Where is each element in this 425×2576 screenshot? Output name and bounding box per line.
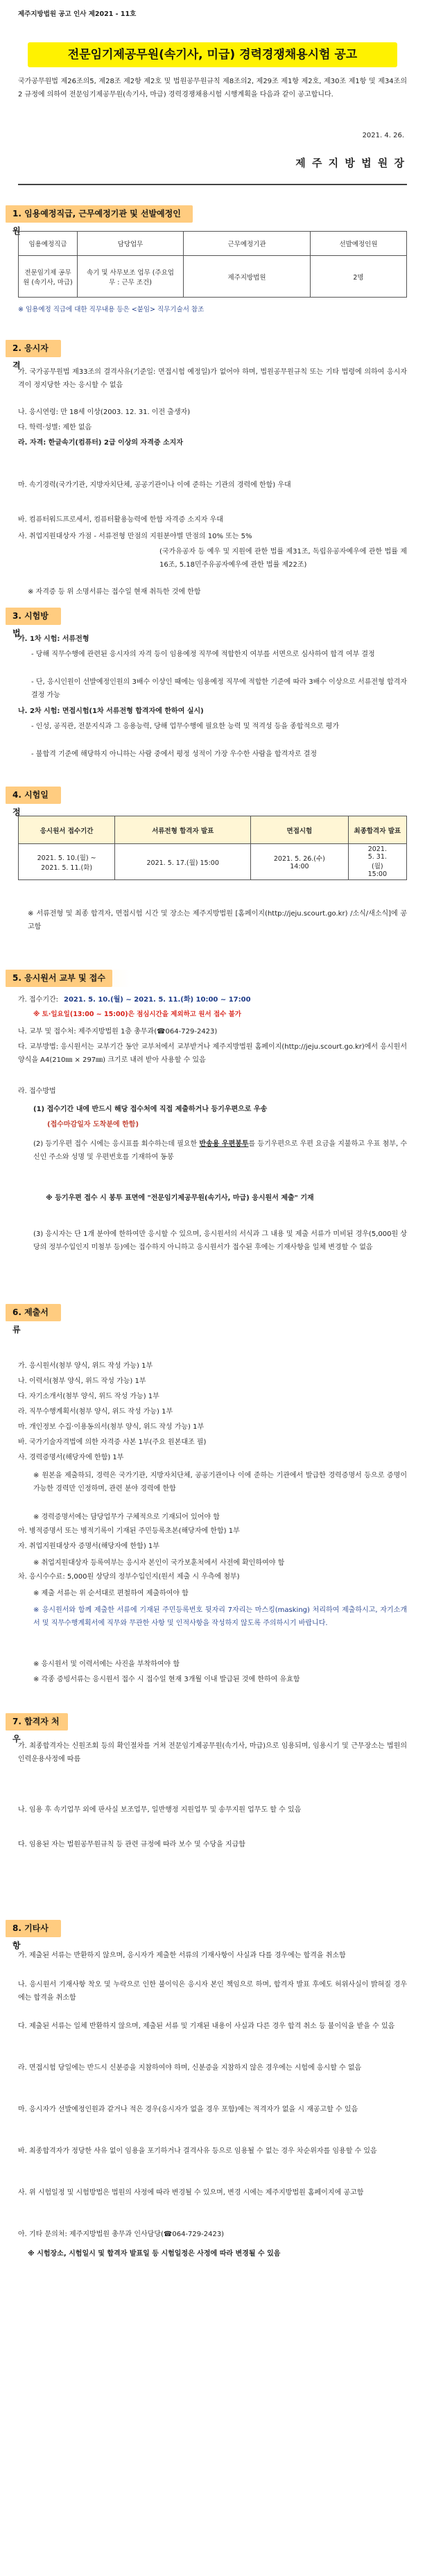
other-item: 마. 응시자가 선발예정인원과 같거나 적은 경우(응시자가 없을 경우 포함)에는 적격자가 없을 시 재공고할 수 있음 [18,2106,358,2113]
table-cell: 2021. 5. 26.(수) 14:00 [251,844,348,880]
document-item: 나. 이력서(첨부 양식, 위드 작성 가능) 1부 [18,1377,146,1385]
page-title: 전문임기제공무원(속기사, 미급) 경력경쟁채용시험 공고 [28,42,397,67]
qualification-g-detail: (국가유공자 등 예우 및 지원에 관한 법률 제31조, 독립유공자예우에 관한 법률 제16조, 5.18민주유공자예우에 관한 법률 제22조) [159,548,407,569]
exam-stage-2-item: - 인성, 공직관, 전문지식과 그 응용능력, 당해 업무수행에 필요한 능력 및 적격성 등을 종합적으로 평가 [31,723,340,730]
intro-paragraph: 국가공무원법 제26조의5, 제28조 제2항 제2호 및 법원공무원규칙 제8조의2, 제29조 제1항 제2호, 제30조 제1항 및 제34조의2 규정에 의하여 전문임기제공무원(속기사, 마급) 경력경쟁채용시험 시행계획을 다음과 같이 공고합니다. [18,78,407,98]
application-period-value: 2021. 5. 10.(월) ~ 2021. 5. 11.(화) 10:00 ~ 17:00 [64,996,251,1004]
qualification-note: ※ 자격증 등 위 소명서류는 접수일 현재 취득한 것에 한함 [28,588,201,596]
treatment-a: 가. 최종합격자는 신원조회 등의 확인절차를 거쳐 전문임기제공무원(속기사, 마급)으로 임용되며, 임용시기 및 근무장소는 법원의 인력운용사정에 따름 [18,1742,407,1763]
section-heading-6: 6. 제출서류 [6,1304,61,1321]
application-period-label: 가. 접수기간: [18,996,59,1004]
document-item: 다. 자기소개서(첨부 양식, 위드 작성 가능) 1부 [18,1393,159,1400]
exam-stage-1: 가. 1차 시험: 서류전형 [18,635,89,643]
document-item: 차. 응시수수료: 5,000원 상당의 정부수입인지(원서 제출 시 우측에 첨부) [18,1573,240,1581]
other-item: 라. 면접시험 당일에는 반드시 신분증을 지참하여야 하며, 신분증을 지참하지 않은 경우에는 시험에 응시할 수 없음 [18,2064,362,2072]
table-cell: 2021. 5. 17.(월) 15:00 [115,844,251,880]
exam-stage-2-item: - 불합격 기준에 해당하지 아니하는 사람 중에서 평정 성적이 가장 우수한 사람을 합격자로 결정 [31,750,318,758]
document-item: 자. 취업지원대상자 증명서(해당자에 한함) 1부 [18,1543,159,1550]
qualification-e: 마. 속기경력(국가기관, 지방자치단체, 공공기관이나 이에 준하는 기관의 경력에 한함) 우대 [18,481,291,489]
treatment-c: 다. 임용된 자는 법원공무원규칙 등 관련 규정에 따라 보수 및 수당을 지급함 [18,1841,245,1848]
qualification-b: 나. 응시연령: 만 18세 이상(2003. 12. 31. 이전 출생자) [18,409,191,416]
table-header: 최종합격자 발표 [348,816,406,844]
table-header: 선발예정인원 [311,232,407,256]
table-cell: 2명 [311,256,407,298]
qualification-a: 가. 국가공무원법 제33조의 결격사유(기준일: 면접시험 예정일)가 없어야 하며, 법원공무원규칙 또는 기타 법령에 의하여 응시자격이 정지당한 자는 응시할 수 없음 [18,368,407,389]
document-note: ※ 경력증명서에는 담당업무가 구체적으로 기재되어 있어야 함 [33,1513,220,1521]
submission-step-2: (2) 등기우편 접수 시에는 응시표를 회수하는데 필요한 반송용 우편봉투를 등기우편으로 우편 요금을 지불하고 우표 첨부, 수신인 주소와 성명 및 우편번호를 기재하여 동봉 [33,1140,407,1161]
qualification-c: 다. 학력·성별: 제한 없음 [18,424,92,431]
table-cell: 제주지방법원 [184,256,311,298]
document-item: 가. 응시원서(첨부 양식, 위드 작성 가능) 1부 [18,1362,153,1370]
application-method: 다. 교부방법: 응시원서는 교부기간 동안 교부처에서 교부받거나 제주지방법원 홈페이지(http://jeju.scourt.go.kr)에서 응시원서 양식을 A4(210㎜ × 297㎜) 크기로 내려 받아 사용할 수 있음 [18,1043,407,1064]
submission-step-2-note: ※ 등기우편 접수 시 봉투 표면에 "전문임기제공무원(속기사, 마급) 응시원서 제출" 기재 [46,1194,314,1202]
qualification-g: 사. 취업지원대상자 가점 - 서류전형 만점의 지원분야별 만점의 10% 또는 5% [18,533,252,540]
document-item: 사. 경력증명서(해당자에 한함) 1부 [18,1454,124,1461]
section-heading-3: 3. 시험방법 [6,608,61,625]
table-cell: 속기 및 사무보조 업무 (주요업무 : 근무 조건) [78,256,184,298]
other-item: 다. 제출된 서류는 일체 반환하지 않으며, 제출된 서류 및 기재된 내용이 사실과 다른 경우 합격 취소 등 불이익을 받을 수 있음 [18,2023,395,2030]
table-header: 면접시험 [251,816,348,844]
treatment-b: 나. 임용 후 속기업무 외에 판사실 보조업무, 일반행정 지원업무 및 송무지원 업무도 할 수 있음 [18,1806,302,1814]
other-item: 가. 제출된 서류는 반환하지 않으며, 응시자가 제출한 서류의 기재사항이 사실과 다를 경우에는 합격을 취소함 [18,1952,346,1959]
schedule-table [18,816,407,880]
qualification-f: 바. 컴퓨터워드프로세서, 컴퓨터활용능력에 한함 자격증 소지자 우대 [18,516,223,524]
submission-method: 라. 접수방법 [18,1088,56,1095]
notice-date: 2021. 4. 26. [362,132,404,139]
qualification-d: 라. 자격: 한글속기(컴퓨터) 2급 이상의 자격증 소지자 [18,439,183,447]
table-header: 응시원서 접수기간 [19,816,115,844]
table-header: 서류전형 합격자 발표 [115,816,251,844]
table-cell: 2021. 5. 10.(월) ~ 2021. 5. 11.(화) [19,844,115,880]
other-item: 아. 기타 문의처: 제주지방법원 총무과 인사담당(☎064-729-2423) [18,2231,225,2238]
submission-step-3: (3) 응시자는 단 1개 분야에 한하여만 응시할 수 있으며, 응시원서의 서식과 그 내용 및 제출 서류가 미비된 경우(5,000원 상당의 정부수입인지 미첨부 등)에는 접수하지 아니하고 응시원서가 접수된 후에는 기재사항을 일체 변경할 수 없음 [33,1230,407,1251]
divider [18,184,407,185]
document-note: ※ 취업지원대상자 등록여부는 응시자 본인이 국가보훈처에서 사전에 확인하여야 함 [33,1559,285,1567]
section-heading-8: 8. 기타사항 [6,1920,61,1937]
exam-stage-2: 나. 2차 시험: 면접시험(1차 서류전형 합격자에 한하여 실시) [18,707,204,715]
position-table [18,231,407,298]
exam-stage-1-item: - 당해 직무수행에 관련된 응시자의 자격 등이 임용예정 직무에 적합한지 여부를 서면으로 심사하여 합격 여부 결정 [31,651,375,658]
table-header: 근무예정기관 [184,232,311,256]
document-note: ※ 응시원서와 함께 제출한 서류에 기재된 주민등록번호 뒷자리 7자리는 마스킹(masking) 처리하여 제출하시고, 자기소개서 및 직무수행계획서에 직무와 무관한 사항 및 인적사항을 작성하지 않도록 주의하시기 바랍니다. [33,1606,407,1627]
document-item: 마. 개인정보 수집·이용동의서(첨부 양식, 위드 작성 가능) 1부 [18,1423,205,1431]
section-1-note: ※ 임용예정 직급에 대한 직무내용 등은 <붙임> 직무기술서 참조 [18,306,205,314]
submission-step-1-note: (접수마감일자 도착분에 한함) [47,1121,139,1128]
application-location: 나. 교부 및 접수처: 제주지방법원 1층 총무과(☎064-729-2423) [18,1028,218,1036]
section-heading-7: 7. 합격자 처우 [6,1713,68,1731]
return-envelope-text: 반송용 우편봉투 [199,1140,249,1148]
schedule-note: ※ 서류전형 및 최종 합격자, 면접시험 시간 및 장소는 제주지방법원 [홈페이지(http://jeju.scourt.go.kr) /소식/새소식]에 공고함 [28,910,407,931]
section-heading-1: 1. 임용예정직급, 근무예정기관 및 선발예정인원 [6,205,193,223]
table-cell: 2021. 5. 31.(월) 15:00 [348,844,406,880]
document-item: 아. 병적증명서 또는 병적기록이 기재된 주민등록초본(해당자에 한함) 1부 [18,1527,240,1535]
issuer-name: 제 주 지 방 법 원 장 [295,157,406,169]
section-heading-4: 4. 시험일정 [6,787,61,804]
document-item: 바. 국가기술자격법에 의한 자격증 사본 1부(주요 원본대조 필) [18,1439,207,1446]
other-item: 나. 응시원서 기재사항 착오 및 누락으로 인한 불이익은 응시자 본인 책임으로 하며, 합격자 발표 후에도 허위사실이 밝혀질 경우에는 합격을 취소함 [18,1981,407,2002]
application-period-note: ※ 토·일요일(13:00 ~ 15:00)은 점심시간을 제외하고 원서 접수 불가 [33,1011,241,1018]
other-item: 바. 최종합격자가 정당한 사유 없이 임용을 포기하거나 결격사유 등으로 임용될 수 없는 경우 차순위자를 임용할 수 있음 [18,2147,377,2155]
document-item: 라. 직무수행계획서(첨부 양식, 위드 작성 가능) 1부 [18,1408,173,1416]
section-heading-5: 5. 응시원서 교부 및 접수 [6,970,130,987]
document-note: ※ 응시원서 및 이력서에는 사진을 부착하여야 함 [33,1660,180,1668]
submission-step-1: (1) 접수기간 내에 반드시 해당 접수처에 직접 제출하거나 등기우편으로 우송 [33,1106,268,1113]
final-note: ※ 시험장소, 시험일시 및 합격자 발표일 등 시험일정은 사정에 따라 변경될 수 있음 [28,2250,281,2258]
table-header: 담당업무 [78,232,184,256]
document-note: ※ 각종 증빙서류는 응시원서 접수 시 접수일 현재 3개월 이내 발급된 것에 한하여 유효함 [33,1676,300,1683]
document-note: ※ 제출 서류는 위 순서대로 편철하여 제출하여야 함 [33,1590,189,1597]
exam-stage-1-item: - 단, 응시인원이 선발예정인원의 3배수 이상인 때에는 임용예정 직무에 적합한 기준에 따라 3배수 이상으로 서류전형 합격자 결정 가능 [31,678,407,699]
section-heading-2: 2. 응시자격 [6,340,61,357]
document-note: ※ 원본을 제출하되, 경력은 국가기관, 지방자치단체, 공공기관이나 이에 준하는 기관에서 발급한 경력증명서 등으로 증명이 가능한 경력만 인정하며, 관련 분야 경력에 한함 [33,1472,407,1493]
table-header: 임용예정직급 [19,232,78,256]
notice-number: 제주지방법원 공고 인사 제2021 - 11호 [18,10,137,18]
table-cell: 전문임기제 공무원 (속기사, 마급) [19,256,78,298]
other-item: 사. 위 시험일정 및 시험방법은 법원의 사정에 따라 변경될 수 있으며, 변경 시에는 제주지방법원 홈페이지에 공고함 [18,2189,364,2197]
